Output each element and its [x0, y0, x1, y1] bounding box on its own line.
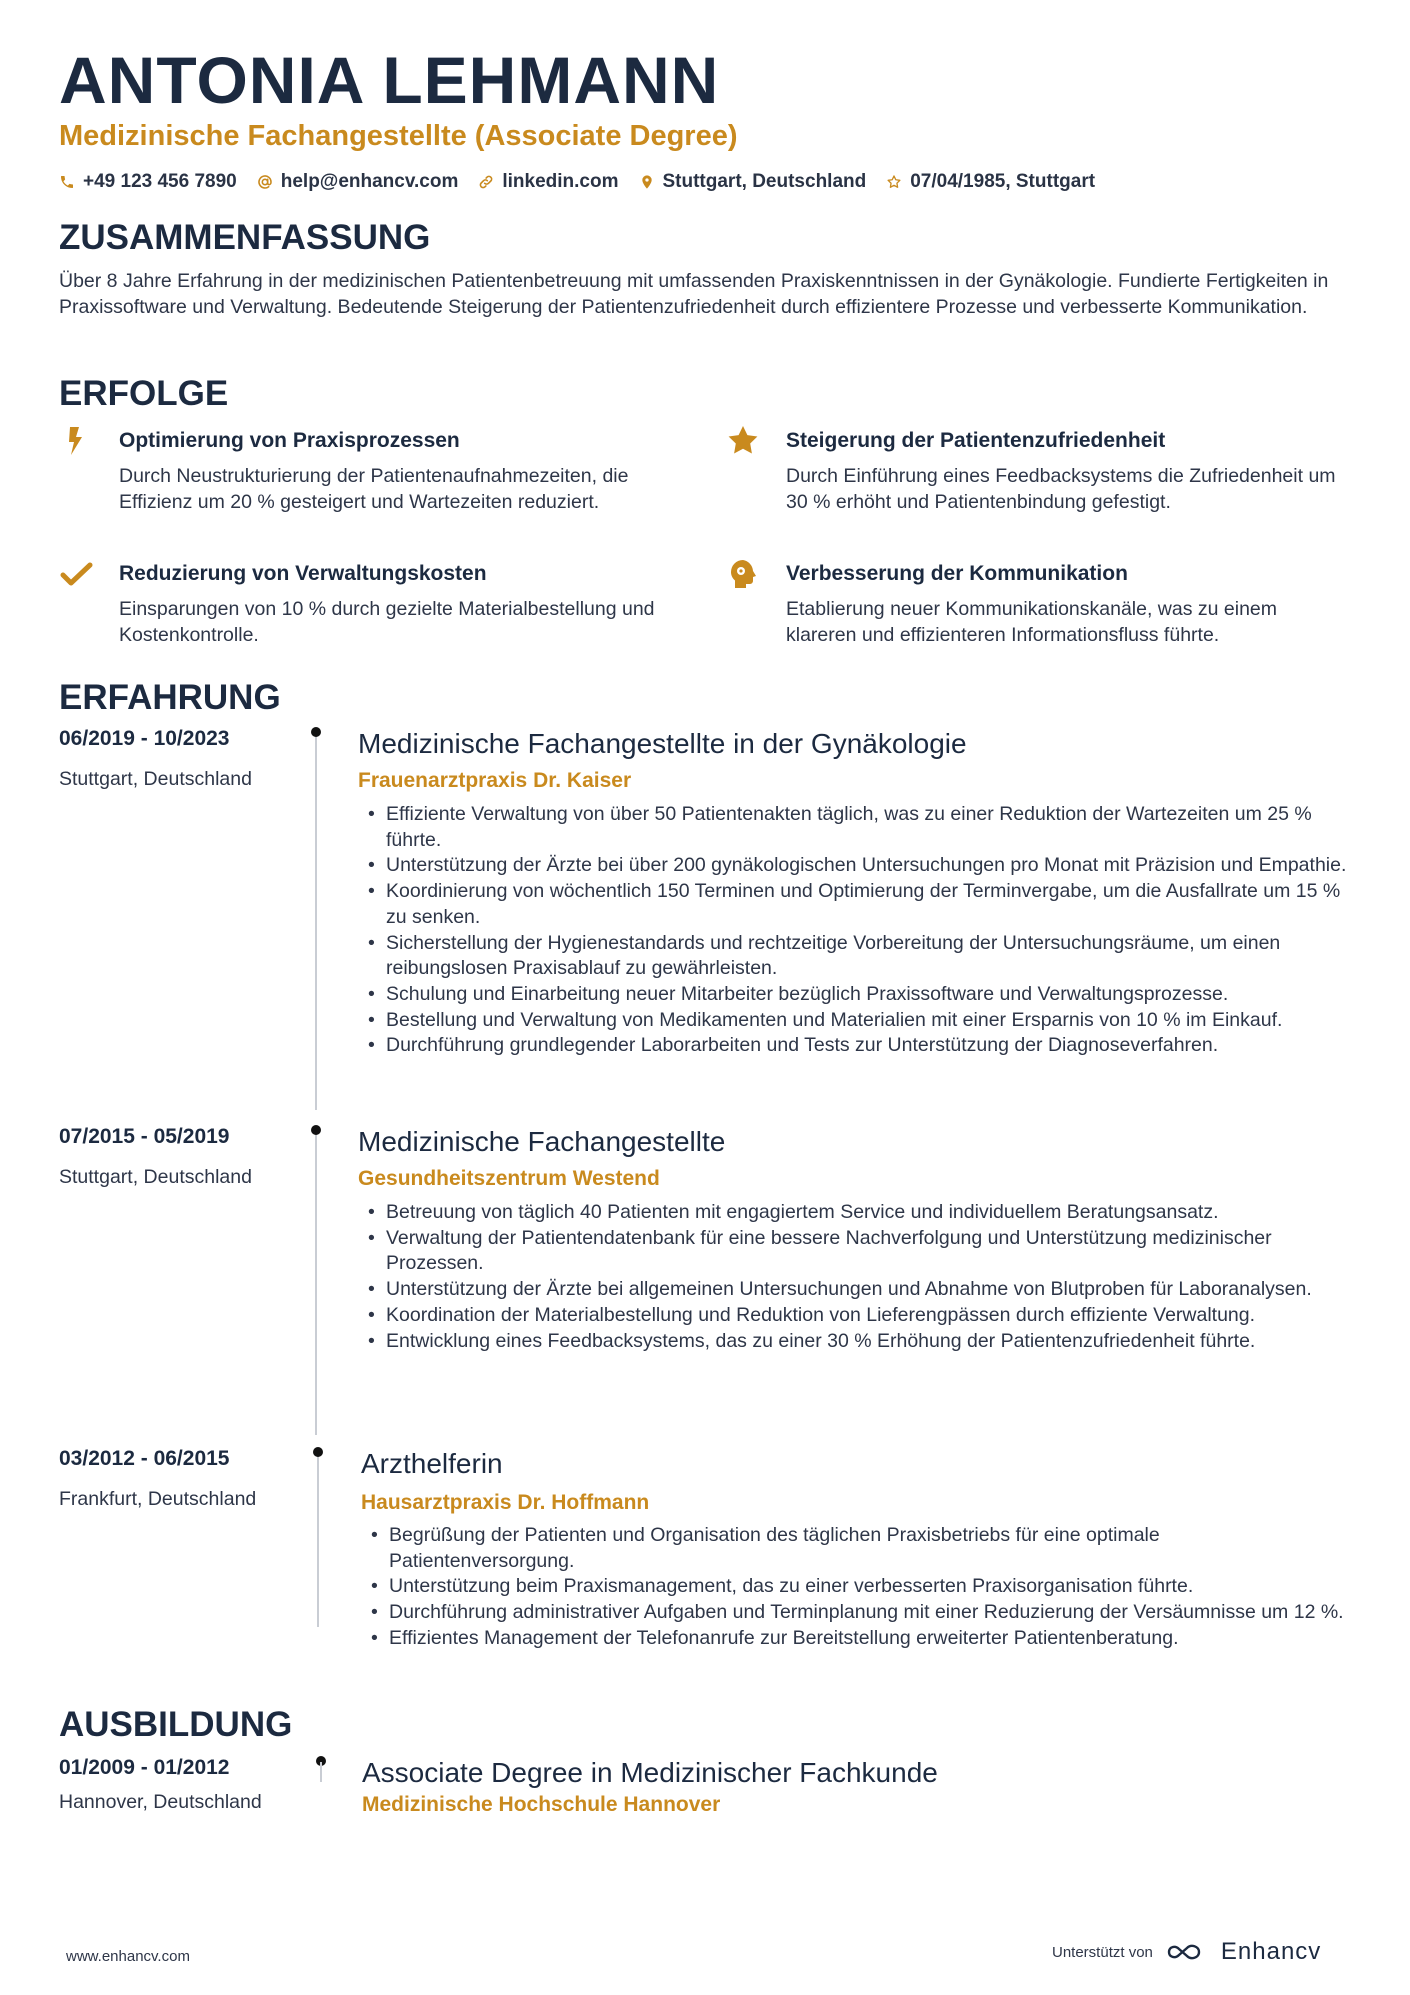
- job-dates: 03/2012 - 06/2015: [59, 1447, 230, 1470]
- footer-powered-by: Unterstützt von: [1052, 1943, 1153, 1961]
- link-icon: [478, 174, 494, 190]
- list-item: • Koordinierung von wöchentlich 150 Terminen und Optimierung der Terminvergabe, um die Ausfallrate um 15 % zu senken.: [364, 879, 1364, 930]
- list-item: • Durchführung grundlegender Laborarbeiten und Tests zur Unterstützung der Diagnoseverfahren.: [364, 1033, 1364, 1059]
- achievement-text: Etablierung neuer Kommunikationskanäle, was zu einem klareren und effizienteren Informationsfluss führte.: [786, 598, 1278, 646]
- job-dates: 06/2019 - 10/2023: [59, 727, 230, 750]
- at-icon: [257, 174, 273, 190]
- achievement-text: Durch Einführung eines Feedbacksystems die Zufriedenheit um 30 % erhöht und Patientenbindung gefestigt.: [786, 465, 1336, 513]
- checkmark-icon: [59, 557, 93, 591]
- contact-phone-text: +49 123 456 7890: [83, 171, 237, 192]
- list-item: • Betreuung von täglich 40 Patienten mit engagiertem Service und individuellem Beratungsansatz.: [364, 1200, 1324, 1226]
- job-location: Stuttgart, Deutschland: [59, 1166, 252, 1188]
- footer-website[interactable]: www.enhancv.com: [66, 1948, 190, 1965]
- head-brain-icon: [726, 557, 760, 591]
- timeline-line: [315, 1130, 317, 1435]
- contact-birth: [886, 171, 1095, 193]
- timeline-dot: [311, 727, 321, 737]
- summary-heading: ZUSAMMENFASSUNG: [59, 218, 431, 257]
- phone-icon: [59, 174, 75, 190]
- list-item: • Effizientes Management der Telefonanrufe zur Bereitstellung erweiterter Patientenberatung.: [367, 1626, 1347, 1652]
- contact-location: [639, 171, 867, 193]
- job-location: Stuttgart, Deutschland: [59, 768, 252, 790]
- job-company: Gesundheitszentrum Westend: [358, 1167, 660, 1190]
- timeline-line: [320, 1762, 322, 1782]
- contact-location-text: Stuttgart, Deutschland: [662, 171, 867, 192]
- contact-linkedin[interactable]: [478, 171, 618, 193]
- timeline-dot: [313, 1447, 323, 1457]
- list-item: • Sicherstellung der Hygienestandards und rechtzeitige Vorbereitung der Untersuchungsräume, um einen reibungslosen Praxisablauf zu gewährleisten.: [364, 931, 1364, 982]
- list-item: • Entwicklung eines Feedbacksystems, das zu einer 30 % Erhöhung der Patientenzufriedenheit führte.: [364, 1329, 1324, 1355]
- job-bullets: [367, 1523, 1347, 1652]
- job-location: Frankfurt, Deutschland: [59, 1488, 257, 1510]
- candidate-role: Medizinische Fachangestellte (Associate Degree): [59, 120, 738, 152]
- achievement-text: Einsparungen von 10 % durch gezielte Materialbestellung und Kostenkontrolle.: [119, 598, 655, 646]
- list-item: • Verwaltung der Patientendatenbank für eine bessere Nachverfolgung und Unterstützung medizinischer Prozessen.: [364, 1226, 1324, 1277]
- summary-text: Über 8 Jahre Erfahrung in der medizinischen Patientenbetreuung mit umfassenden Praxiskenntnissen in der Gynäkologie. Fundierte Fertigkeiten in Praxissoftware und Verwaltung. Bedeutende Steigerung der Patientenzufriedenheit durch effizientere Prozesse und verbesserte Kommunikation.: [59, 270, 1329, 318]
- job-title: Medizinische Fachangestellte: [358, 1126, 726, 1157]
- footer-brand: Enhancv: [1220, 1938, 1322, 1965]
- education-location: Hannover, Deutschland: [59, 1791, 262, 1813]
- achievement-title: Verbesserung der Kommunikation: [786, 562, 1128, 585]
- job-company: Hausarztpraxis Dr. Hoffmann: [361, 1491, 650, 1514]
- contact-email[interactable]: [257, 171, 459, 193]
- job-title: Medizinische Fachangestellte in der Gynäkologie: [358, 728, 967, 759]
- star-outline-icon: [886, 174, 902, 190]
- timeline-line: [317, 1452, 319, 1627]
- location-pin-icon: [639, 174, 655, 190]
- list-item: • Begrüßung der Patienten und Organisation des täglichen Praxisbetriebs für eine optimale Patientenversorgung.: [367, 1523, 1347, 1574]
- list-item: • Koordination der Materialbestellung und Reduktion von Lieferengpässen durch effiziente Verwaltung.: [364, 1303, 1324, 1329]
- experience-heading: ERFAHRUNG: [59, 678, 281, 717]
- lightning-icon: [59, 424, 93, 458]
- achievement-title: Optimierung von Praxisprozessen: [119, 429, 460, 452]
- list-item: • Schulung und Einarbeitung neuer Mitarbeiter bezüglich Praxissoftware und Verwaltungsprozesse.: [364, 982, 1364, 1008]
- job-bullets: [364, 802, 1364, 1059]
- list-item: • Bestellung und Verwaltung von Medikamenten und Materialien mit einer Ersparnis von 10 % im Einkauf.: [364, 1008, 1364, 1034]
- list-item: • Unterstützung der Ärzte bei allgemeinen Untersuchungen und Abnahme von Blutproben für Laboranalysen.: [364, 1277, 1324, 1303]
- list-item: • Unterstützung beim Praxismanagement, das zu einer verbesserten Praxisorganisation führte.: [367, 1574, 1347, 1600]
- contact-email-text: help@enhancv.com: [280, 171, 459, 192]
- list-item: • Unterstützung der Ärzte bei über 200 gynäkologischen Untersuchungen pro Monat mit Präzision und Empathie.: [364, 853, 1364, 879]
- star-icon: [726, 424, 760, 458]
- contact-birth-text: 07/04/1985, Stuttgart: [910, 171, 1096, 192]
- achievement-text: Durch Neustrukturierung der Patientenaufnahmezeiten, die Effizienz um 20 % gesteigert und Wartezeiten reduziert.: [119, 465, 629, 513]
- list-item: • Effiziente Verwaltung von über 50 Patientenakten täglich, was zu einer Reduktion der Wartezeiten um 25 % führte.: [364, 802, 1364, 853]
- job-title: Arzthelferin: [361, 1448, 503, 1479]
- education-degree: Associate Degree in Medizinischer Fachkunde: [362, 1757, 938, 1788]
- timeline-dot: [311, 1125, 321, 1135]
- job-bullets: [364, 1200, 1324, 1354]
- education-dates: 01/2009 - 01/2012: [59, 1756, 230, 1779]
- job-company: Frauenarztpraxis Dr. Kaiser: [358, 769, 632, 792]
- achievement-title: Reduzierung von Verwaltungskosten: [119, 562, 487, 585]
- enhancv-logo-icon: [1165, 1940, 1209, 1964]
- achievement-title: Steigerung der Patientenzufriedenheit: [786, 429, 1166, 452]
- education-school: Medizinische Hochschule Hannover: [362, 1793, 721, 1816]
- candidate-name: ANTONIA LEHMANN: [59, 43, 720, 117]
- job-dates: 07/2015 - 05/2019: [59, 1125, 230, 1148]
- contact-linkedin-text: linkedin.com: [502, 171, 619, 192]
- contact-phone: [59, 171, 237, 193]
- contact-bar: [59, 168, 1095, 196]
- achievements-heading: ERFOLGE: [59, 374, 229, 413]
- list-item: • Durchführung administrativer Aufgaben und Terminplanung mit einer Reduzierung der Versäumnisse um 12 %.: [367, 1600, 1347, 1626]
- footer-branding: [1052, 1938, 1321, 1966]
- timeline-line: [315, 733, 317, 1110]
- education-heading: AUSBILDUNG: [59, 1705, 293, 1744]
